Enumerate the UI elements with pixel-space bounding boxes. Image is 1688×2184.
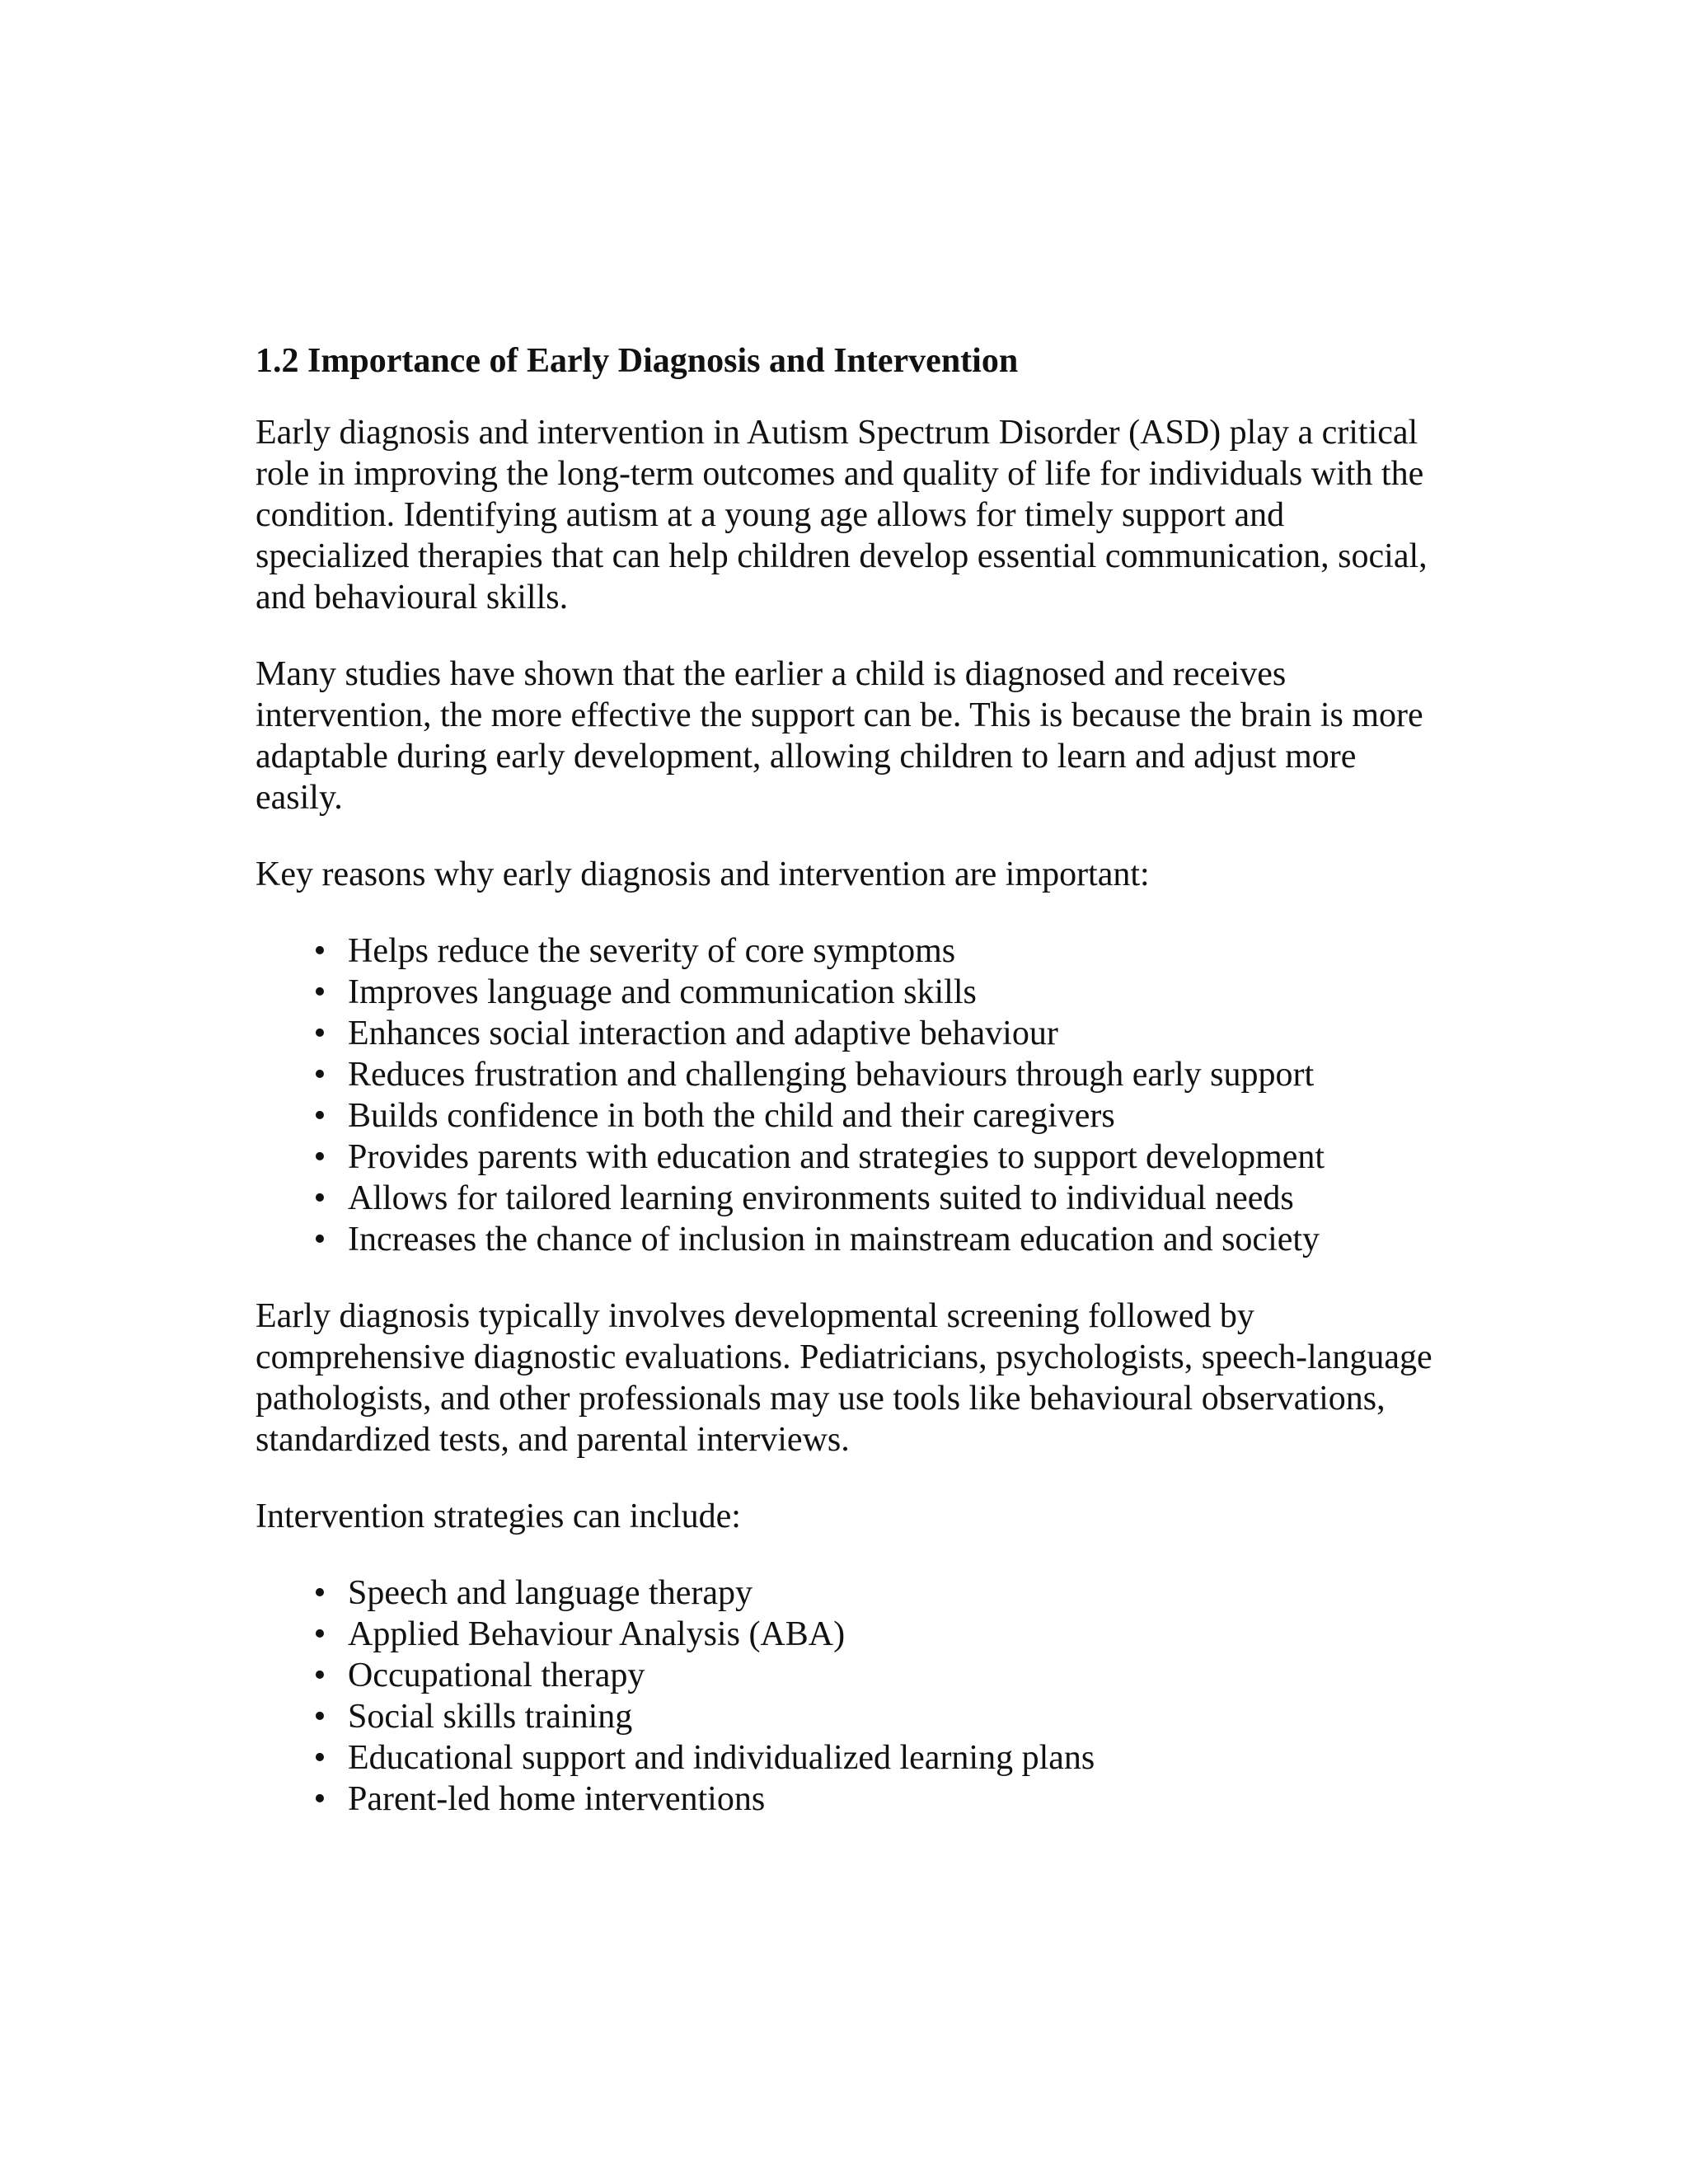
section-heading: 1.2 Importance of Early Diagnosis and Intervention bbox=[256, 342, 1019, 380]
reasons-intro: Key reasons why early diagnosis and intervention are important: bbox=[256, 855, 1150, 893]
paragraph-studies: Many studies have shown that the earlier a child is diagnosed and receives intervention, the more effective the support can be. This is because the brain is more adaptable during early development, allowing children to learn and adjust more easily. bbox=[256, 655, 1423, 817]
list-item-text: Applied Behaviour Analysis (ABA) bbox=[348, 1615, 846, 1653]
list-item bbox=[256, 1054, 1442, 1095]
list-item bbox=[256, 1779, 1442, 1820]
bullet-icon: • bbox=[313, 1138, 326, 1176]
bullet-icon: • bbox=[313, 1780, 326, 1818]
list-item-text: Builds confidence in both the child and their caregivers bbox=[348, 1097, 1115, 1135]
section-content bbox=[256, 336, 1442, 1855]
reasons-list bbox=[256, 930, 1442, 1260]
list-item-text: Allows for tailored learning environments suited to individual needs bbox=[348, 1179, 1294, 1217]
list-item bbox=[256, 1137, 1442, 1178]
list-item-text: Speech and language therapy bbox=[348, 1574, 753, 1612]
list-item bbox=[256, 1013, 1442, 1054]
bullet-icon: • bbox=[313, 1056, 326, 1094]
strategies-list bbox=[256, 1572, 1442, 1820]
bullet-icon: • bbox=[313, 1097, 326, 1135]
list-item-text: Social skills training bbox=[348, 1698, 633, 1736]
list-item-text: Educational support and individualized learning plans bbox=[348, 1739, 1095, 1777]
list-item-text: Increases the chance of inclusion in mainstream education and society bbox=[348, 1221, 1320, 1258]
bullet-icon: • bbox=[313, 1739, 326, 1777]
bullet-icon: • bbox=[313, 1015, 326, 1052]
bullet-icon: • bbox=[313, 1179, 326, 1217]
list-item-text: Helps reduce the severity of core symptoms bbox=[348, 932, 956, 970]
list-item-text: Provides parents with education and strategies to support development bbox=[348, 1138, 1325, 1176]
list-item bbox=[256, 930, 1442, 972]
bullet-icon: • bbox=[313, 1615, 326, 1653]
list-item-text: Enhances social interaction and adaptive behaviour bbox=[348, 1015, 1058, 1052]
strategies-intro: Intervention strategies can include: bbox=[256, 1497, 741, 1535]
bullet-icon: • bbox=[313, 932, 326, 970]
bullet-icon: • bbox=[313, 973, 326, 1011]
list-item bbox=[256, 972, 1442, 1013]
list-item-text: Reduces frustration and challenging behaviours through early support bbox=[348, 1056, 1315, 1094]
bullet-icon: • bbox=[313, 1698, 326, 1736]
paragraph-early-diagnosis: Early diagnosis and intervention in Autism Spectrum Disorder (ASD) play a critical role in improving the long-term outcomes and quality of life for individuals with the condition. Identifying autism at a young age allows for timely support and specialized therapies that can help children develop essential communication, social, and behavioural skills. bbox=[256, 414, 1428, 616]
list-item bbox=[256, 1655, 1442, 1696]
bullet-icon: • bbox=[313, 1657, 326, 1694]
list-item bbox=[256, 1219, 1442, 1260]
bullet-icon: • bbox=[313, 1574, 326, 1612]
list-item bbox=[256, 1737, 1442, 1779]
list-item-text: Occupational therapy bbox=[348, 1657, 645, 1694]
list-item bbox=[256, 1614, 1442, 1655]
list-item bbox=[256, 1696, 1442, 1737]
list-item bbox=[256, 1178, 1442, 1219]
list-item bbox=[256, 1572, 1442, 1614]
list-item-text: Improves language and communication skills bbox=[348, 973, 977, 1011]
paragraph-diagnosis-process: Early diagnosis typically involves developmental screening followed by comprehensive diagnostic evaluations. Pediatricians, psychologists, speech-language pathologists, and other professionals may use tools like behavioural observations, standardized tests, and parental interviews. bbox=[256, 1297, 1432, 1459]
list-item-text: Parent-led home interventions bbox=[348, 1780, 766, 1818]
bullet-icon: • bbox=[313, 1221, 326, 1258]
list-item bbox=[256, 1095, 1442, 1137]
